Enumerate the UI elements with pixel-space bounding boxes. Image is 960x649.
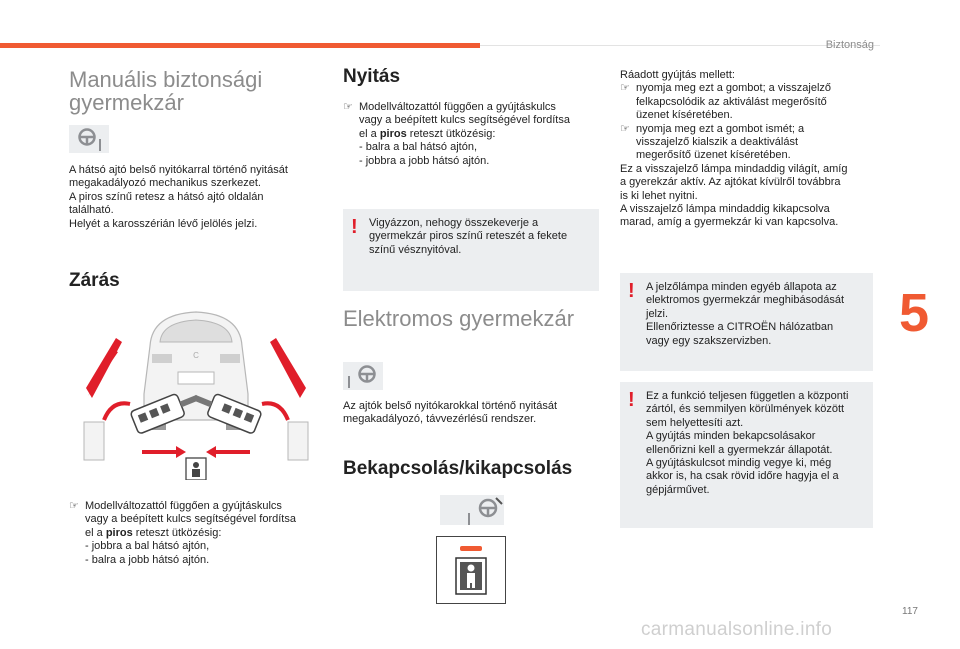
bullet-icon: ☞ [343,101,353,113]
warning-text: Vigyázzon, nehogy összekeverje a gyermekzár piros színű reteszét a fekete színű vésznyitóval. [369,217,568,256]
car-rear-lock-illustration [82,302,310,485]
manual-lock-title: Manuális biztonsági gyermekzár [69,67,263,115]
activation-text: Ráadott gyújtás mellett: ☞ nyomja meg ezt a gombot; a visszajelző felkapcsolódik az aktiválást megerősítő üzenet kíséretében. ☞ nyomja meg ezt a gombot ismét; a visszajelző kialszik a deaktiválást megerősítő üzenet kíséretében. Ez a visszajelző lámpa mindaddig világít, amíg a gyerekzár aktív. Az ajtókat kívülről továbbra is ki lehet nyitni. A visszajelző lámpa mindaddig kikapcsolva marad, amíg a gyermekzár ki van kapcsolva. [620,69,848,229]
bullet-icon: ☞ [620,122,630,135]
section-title: Biztonság [825,39,874,51]
watermark: carmanualsonline.info [641,619,833,640]
warning-icon: ! [628,389,635,411]
warning-box-independent [620,382,873,528]
steering-key-icon [343,362,387,399]
open-instructions: ☞ Modellváltozattól függően a gyújtáskulcs vagy a beépített kulcs segítségével fordítsa el a piros reteszt ütközésig: - balra a bal hátsó ajtón, - jobbra a jobb hátsó ajtón. [343,101,570,167]
chapter-number: 5 [899,283,930,343]
bullet-icon: ☞ [620,82,630,95]
svg-text:C: C [193,351,199,360]
manual-lock-intro: A hátsó ajtó belső nyitókarral történő nyitását megakadályozó mechanikus szerkezet. A piros színű retesz a hátsó ajtó oldalán található. Helyét a karosszérián lévő jelölés jelzi. [69,164,288,230]
onoff-heading: Bekapcsolás/kikapcsolás [343,458,573,479]
warning-icon: ! [351,216,358,238]
bullet-icon: ☞ [69,500,79,512]
warning-text: A jelzőlámpa minden egyéb állapota az elektromos gyermekzár meghibásodását jelzi. Ellenőriztesse a CITROËN hálózatban vagy egy szakszervizben. [646,281,845,347]
child-lock-button[interactable] [436,536,506,609]
warning-box-mixup [343,209,599,291]
lock-instructions: ☞ Modellváltozattól függően a gyújtáskulcs vagy a beépített kulcs segítségével fordítsa el a piros reteszt ütközésig: - jobbra a bal hátsó ajtón, - balra a jobb hátsó ajtón. [69,500,296,566]
lock-heading: Zárás [69,270,120,291]
steering-key-icon [69,125,113,162]
header-rule [480,45,880,46]
warning-text: Ez a funkció teljesen független a központi zártól, és semmilyen körülmények között sem helyettesíti azt. A gyújtás minden bekapcsolásakor ellenőrizni kell a gyermekzár állapotát. A gyújtáskulcsot mindig vegye ki, még akkor is, ha csak rövid időre hagyja el a gépjárművet. [646,390,849,496]
electric-lock-title: Elektromos gyermekzár [343,306,575,331]
ignition-on-icon [440,495,504,534]
page-number: 117 [902,606,918,617]
warning-icon: ! [628,280,635,302]
accent-bar [0,43,480,48]
warning-box-malfunction [620,273,873,371]
open-heading: Nyitás [343,66,401,87]
electric-lock-intro: Az ajtók belső nyitókarokkal történő nyitását megakadályozó, távvezérlésű rendszer. [343,400,558,426]
